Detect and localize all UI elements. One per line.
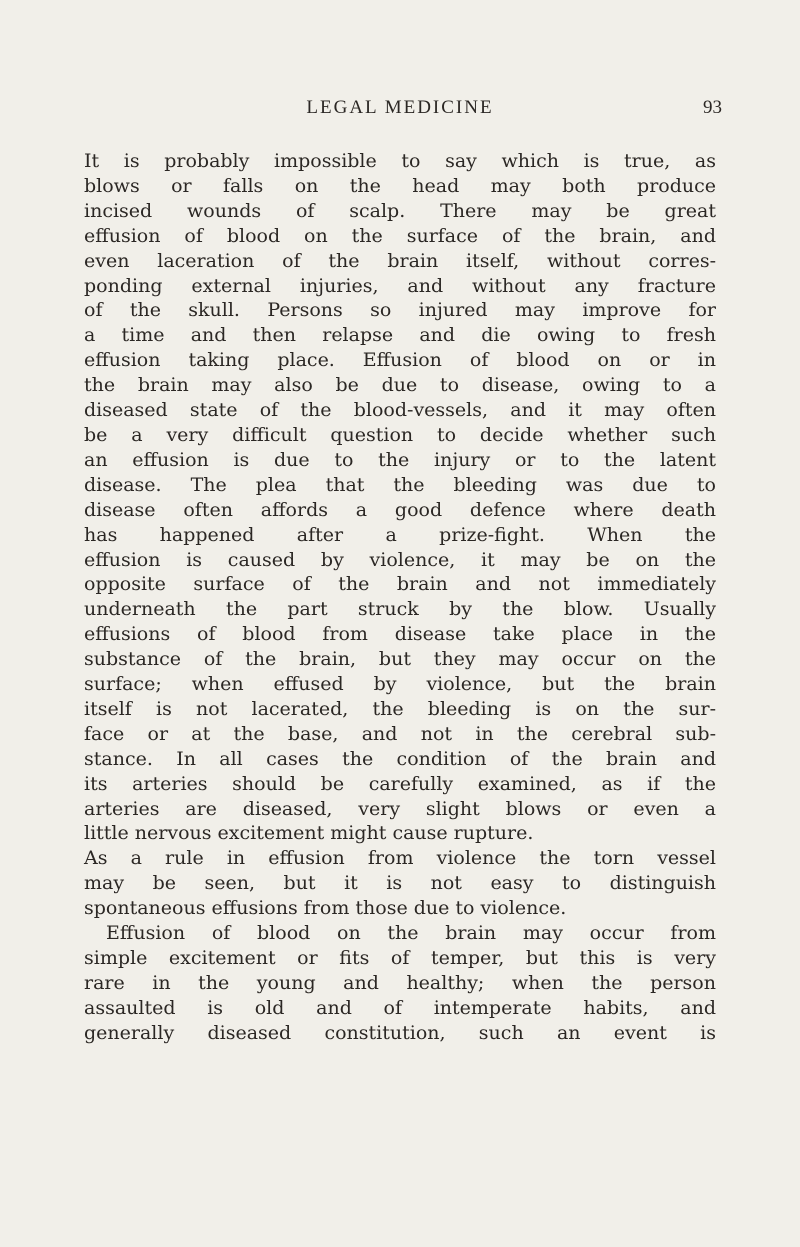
text-line: may be seen, but it is not easy to distinguish — [84, 872, 716, 895]
text-line: simple excitement or fits of temper, but this is very — [84, 947, 716, 969]
text-line: It is probably impossible to say which is true, as — [84, 150, 716, 172]
text-line: Effusion of blood on the brain may occur from — [106, 922, 716, 945]
page-number: 93 — [703, 97, 722, 118]
text-line: disease. The plea that the bleeding was due to — [84, 473, 716, 496]
text-line: assaulted is old and of intemperate habits, and — [84, 996, 716, 1019]
running-title: LEGAL MEDICINE — [306, 97, 494, 118]
body-text — [84, 149, 716, 1046]
text-line: blows or falls on the head may both produce — [84, 174, 716, 197]
text-line: substance of the brain, but they may occur on the — [84, 648, 716, 671]
text-line: effusions of blood from disease take place in the — [84, 623, 716, 646]
text-line: spontaneous effusions from those due to violence. — [84, 897, 567, 920]
text-line: opposite surface of the brain and not immediately — [84, 573, 716, 596]
text-line: surface; when effused by violence, but the brain — [84, 673, 716, 696]
text-line: effusion is caused by violence, it may be on the — [84, 548, 716, 571]
text-line: the brain may also be due to disease, owing to a — [84, 374, 716, 397]
text-line: an effusion is due to the injury or to the latent — [84, 448, 716, 471]
text-line: a time and then relapse and die owing to fresh — [84, 324, 716, 347]
text-line: As a rule in effusion from violence the torn vessel — [84, 847, 716, 870]
text-line: incised wounds of scalp. There may be great — [84, 199, 716, 222]
text-line: effusion taking place. Effusion of blood on or in — [84, 349, 716, 372]
text-line: be a very difficult question to decide whether such — [84, 423, 716, 446]
text-line: its arteries should be carefully examined, as if the — [84, 772, 716, 795]
text-line: stance. In all cases the condition of the brain and — [84, 747, 716, 770]
text-line: little nervous excitement might cause rupture. — [84, 822, 534, 845]
text-line: of the skull. Persons so injured may improve for — [84, 299, 716, 322]
text-line: even laceration of the brain itself, without corres- — [84, 249, 716, 272]
text-line: generally diseased constitution, such an event is — [84, 1021, 716, 1044]
text-line: face or at the base, and not in the cerebral sub- — [84, 722, 716, 745]
text-line: itself is not lacerated, the bleeding is on the sur- — [84, 697, 716, 720]
text-line: rare in the young and healthy; when the person — [84, 971, 716, 994]
text-line: arteries are diseased, very slight blows or even a — [84, 797, 716, 820]
text-line: ponding external injuries, and without any fracture — [84, 274, 716, 297]
text-line: effusion of blood on the surface of the brain, and — [84, 224, 716, 247]
running-header — [0, 97, 800, 125]
text-line: underneath the part struck by the blow. Usually — [84, 598, 716, 621]
text-line: disease often affords a good defence where death — [84, 498, 716, 521]
text-line: diseased state of the blood-vessels, and it may often — [84, 399, 716, 422]
text-line: has happened after a prize-fight. When the — [84, 523, 716, 546]
